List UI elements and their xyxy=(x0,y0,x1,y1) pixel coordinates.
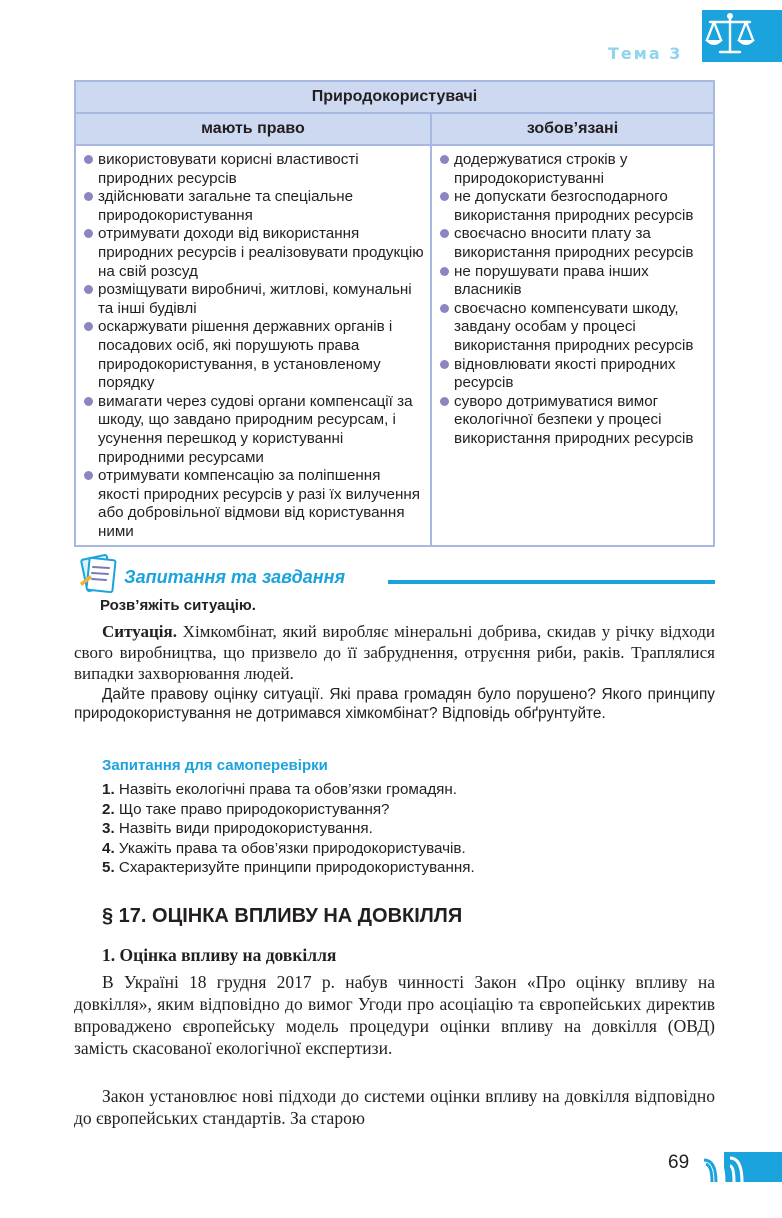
list-item: отримувати компенсацію за поліпшення якості природних ресурсів у разі їх вилучення або добровільної відмови від користування ними xyxy=(82,467,424,541)
bullet-icon xyxy=(440,192,449,201)
situation-label: Ситуація. xyxy=(102,622,177,641)
bullet-icon xyxy=(84,155,93,164)
bullet-icon xyxy=(84,192,93,201)
notepad-icon xyxy=(76,553,120,593)
bullet-icon xyxy=(84,229,93,238)
bullet-icon xyxy=(84,397,93,406)
situation-paragraph xyxy=(74,621,715,684)
list-item: не порушувати права інших власників xyxy=(438,263,707,300)
bullet-icon xyxy=(440,229,449,238)
list-item: 4. Укажіть права та обов’язки природокористувачів. xyxy=(102,839,466,857)
list-item: вимагати через судові органи компенсації за шкоду, що завдано природним ресурсам, і усунення перешкод у користуванні природними ресурсами xyxy=(82,393,424,467)
rights-table xyxy=(74,80,715,547)
list-item: оскаржувати рішення державних органів і посадових осіб, які порушують права природокористування, в установленому порядку xyxy=(82,318,424,392)
list-item: 2. Що таке право природокористування? xyxy=(102,800,390,818)
bullet-icon xyxy=(84,471,93,480)
list-item: відновлювати якості природних ресурсів xyxy=(438,356,707,393)
list-item: не допускати безгосподарного використання природних ресурсів xyxy=(438,188,707,225)
column-header-rights: мають право xyxy=(75,113,431,145)
bullet-icon xyxy=(440,360,449,369)
list-item: суворо дотримуватися вимог екологічної безпеки у процесі використання природних ресурсів xyxy=(438,393,707,449)
list-item: використовувати корисні властивості природних ресурсів xyxy=(82,151,424,188)
questions-list xyxy=(102,780,475,878)
list-item: 1. Назвіть екологічні права та обов’язки громадян. xyxy=(102,781,458,798)
bullet-icon xyxy=(440,155,449,164)
bullet-icon xyxy=(440,267,449,276)
tasks-title: Запитання та завдання xyxy=(124,567,346,587)
list-item: здійснювати загальне та спеціальне природокористування xyxy=(82,188,424,225)
column-header-obligations: зобов’язані xyxy=(431,113,714,145)
list-item: 5. Схарактеризуйте принципи природокористування. xyxy=(102,859,475,877)
selfcheck-title: Запитання для самоперевірки xyxy=(102,757,328,774)
list-item: своєчасно компенсувати шкоду, завдану особам у процесі використання природних ресурсів xyxy=(438,300,707,356)
bullet-icon xyxy=(84,285,93,294)
solve-label: Розв’яжіть ситуацію. xyxy=(100,597,256,614)
subsection-title: 1. Оцінка впливу на довкілля xyxy=(102,945,337,965)
list-item: розміщувати виробничі, житлові, комунальні та інші будівлі xyxy=(82,281,424,318)
table-title: Природокористувачі xyxy=(75,81,714,113)
bullet-icon xyxy=(440,304,449,313)
list-item: отримувати доходи від використання природних ресурсів і реалізовувати продукцію на свій розсуд xyxy=(82,225,424,281)
body-paragraph: Закон установлює нові підходи до системи оцінки впливу на довкілля відповідно до європейських стандартів. За старою xyxy=(74,1086,715,1128)
evaluate-paragraph: Дайте правову оцінку ситуації. Які права громадян було порушено? Якого принципу природокористування не дотримався хімкомбінат? Відповідь обґрунтуйте. xyxy=(74,686,715,722)
theme-label: Тема 3 xyxy=(608,44,683,63)
list-item: 3. Назвіть види природокористування. xyxy=(102,820,373,838)
situation-text: Хімкомбінат, який виробляє мінеральні добрива, скидав у річку відходи свого виробництва, що призвело до її забруднення, отруєння риби, раків. Траплялися випадки захворювання людей. xyxy=(74,622,715,683)
list-item: додержуватися строків у природокористуванні xyxy=(438,151,707,188)
signal-waves-icon xyxy=(702,1152,782,1182)
list-item: своєчасно вносити плату за використання природних ресурсів xyxy=(438,225,707,262)
page-number: 69 xyxy=(668,1152,690,1173)
divider-line xyxy=(388,580,715,584)
body-paragraph: В Україні 18 грудня 2017 р. набув чинності Закон «Про оцінку впливу на довкілля», яким відповідно до вимог Угоди про асоціацію та європейських директив впроваджено європейську модель процедури оцінки впливу на довкілля (ОВД) замість скасованої екологічної експертизи. xyxy=(74,972,715,1058)
obligations-column xyxy=(431,145,714,546)
section-title: § 17. ОЦІНКА ВПЛИВУ НА ДОВКІЛЛЯ xyxy=(102,905,463,927)
bullet-icon xyxy=(84,322,93,331)
rights-column xyxy=(75,145,431,546)
scales-icon xyxy=(702,10,782,62)
bullet-icon xyxy=(440,397,449,406)
theme-tab xyxy=(702,10,782,62)
